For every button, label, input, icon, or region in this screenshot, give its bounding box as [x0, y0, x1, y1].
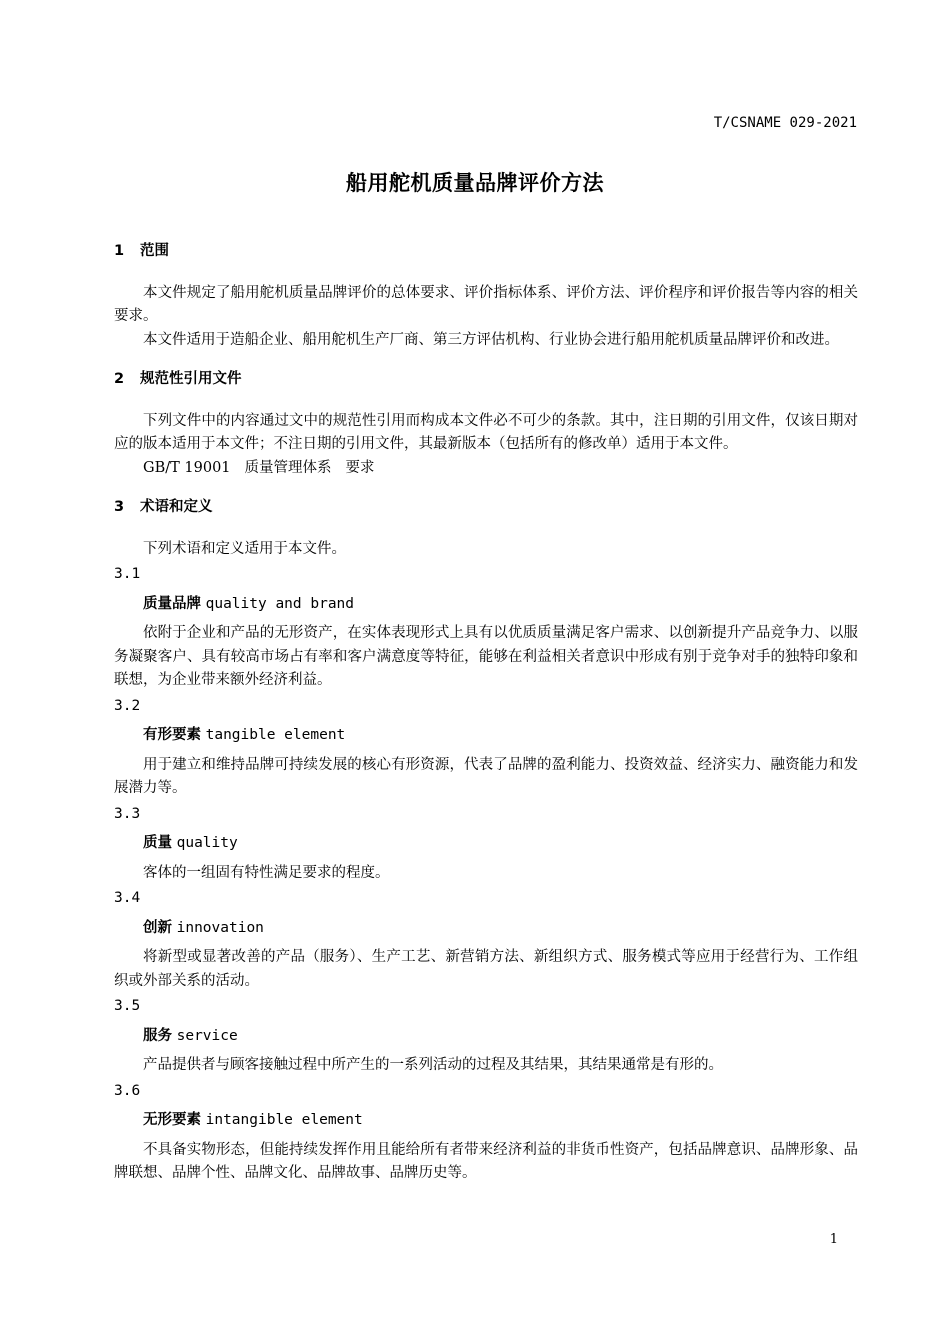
reference-suffix: 要求: [345, 459, 375, 476]
term-definition: 产品提供者与顾客接触过程中所产生的一系列活动的过程及其结果，其结果通常是有形的。: [143, 1057, 723, 1073]
clause-number: 3.3: [114, 805, 141, 822]
term-en: intangible element: [205, 1112, 363, 1128]
clause-number: 3.5: [114, 998, 141, 1014]
term-entry: [114, 803, 858, 886]
term-heading: [143, 593, 858, 617]
paragraph: 下列文件中的内容通过文中的规范性引用而构成本文件必不可少的条款。其中，注日期的引用文件，仅该日期对应的版本适用于本文件；不注日期的引用文件，其最新版本（包括所有的修改单）适用于本文件。: [114, 412, 858, 452]
term-en: service: [176, 1027, 238, 1044]
term-zh: 创新: [143, 919, 172, 936]
term-en: tangible element: [205, 727, 346, 743]
term-zh: 服务: [143, 1027, 172, 1044]
clause-number: 3.1: [114, 566, 141, 582]
term-definition: 依附于企业和产品的无形资产，在实体表现形式上具有以优质质量满足客户需求、以创新提升产品竞争力、以服务凝聚客户、具有较高市场占有率和客户满意度等特征，能够在利益相关者意识中形成有别于竞争对手的独特印象和联想，为企业带来额外经济利益。: [114, 625, 858, 688]
term-heading: [143, 1109, 858, 1133]
section-title: 规范性引用文件: [140, 371, 242, 387]
section-title: 范围: [140, 243, 169, 259]
section-number: 2: [114, 371, 125, 387]
clause-number: 3.4: [114, 890, 141, 906]
term-zh: 质量品牌: [143, 595, 201, 612]
document-title: 船用舵机质量品牌评价方法: [346, 171, 604, 195]
section-number: 1: [114, 243, 125, 259]
term-definition: 客体的一组固有特性满足要求的程度。: [143, 864, 390, 881]
term-heading: [143, 1025, 858, 1049]
section-heading-normative-references: [114, 368, 858, 392]
clause-number: 3.2: [114, 697, 141, 714]
section-heading-terms: [114, 496, 858, 520]
term-en: quality: [176, 835, 238, 851]
document-body: [114, 240, 858, 1188]
term-en: innovation: [176, 919, 264, 936]
section-number: 3: [114, 499, 125, 515]
page-number: 1: [829, 1232, 838, 1247]
clause-number: 3.6: [114, 1082, 141, 1099]
section-heading-scope: [114, 240, 858, 264]
term-entry: [114, 995, 858, 1078]
term-heading: [143, 917, 858, 941]
term-entry: [114, 695, 858, 801]
reference-name: 质量管理体系: [244, 459, 332, 476]
term-entry: [114, 1080, 858, 1186]
term-entry: [114, 563, 858, 693]
paragraph: 本文件适用于造船企业、船用舵机生产厂商、第三方评估机构、行业协会进行船用舵机质量品牌评价和改进。: [143, 331, 839, 348]
paragraph: 本文件规定了船用舵机质量品牌评价的总体要求、评价指标体系、评价方法、评价程序和评价报告等内容的相关要求。: [114, 284, 858, 324]
term-definition: 将新型或显著改善的产品（服务）、生产工艺、新营销方法、新组织方式、服务模式等应用于经营行为、工作组织或外部关系的活动。: [114, 949, 858, 989]
term-entry: [114, 887, 858, 993]
paragraph: 下列术语和定义适用于本文件。: [143, 540, 346, 557]
term-en: quality and brand: [205, 595, 355, 612]
term-heading: [143, 832, 858, 856]
term-zh: 无形要素: [143, 1112, 201, 1128]
reference-entry: [114, 457, 858, 481]
term-definition: 不具备实物形态，但能持续发挥作用且能给所有者带来经济利益的非货币性资产，包括品牌意识、品牌形象、品牌联想、品牌个性、品牌文化、品牌故事、品牌历史等。: [114, 1141, 858, 1181]
term-zh: 质量: [143, 835, 172, 851]
reference-code: GB/T 19001: [143, 459, 231, 476]
term-heading: [143, 724, 858, 748]
term-zh: 有形要素: [143, 727, 201, 743]
section-title: 术语和定义: [140, 499, 213, 515]
document-code: T/CSNAME 029-2021: [713, 115, 857, 131]
term-definition: 用于建立和维持品牌可持续发展的核心有形资源，代表了品牌的盈利能力、投资效益、经济实力、融资能力和发展潜力等。: [114, 756, 858, 796]
